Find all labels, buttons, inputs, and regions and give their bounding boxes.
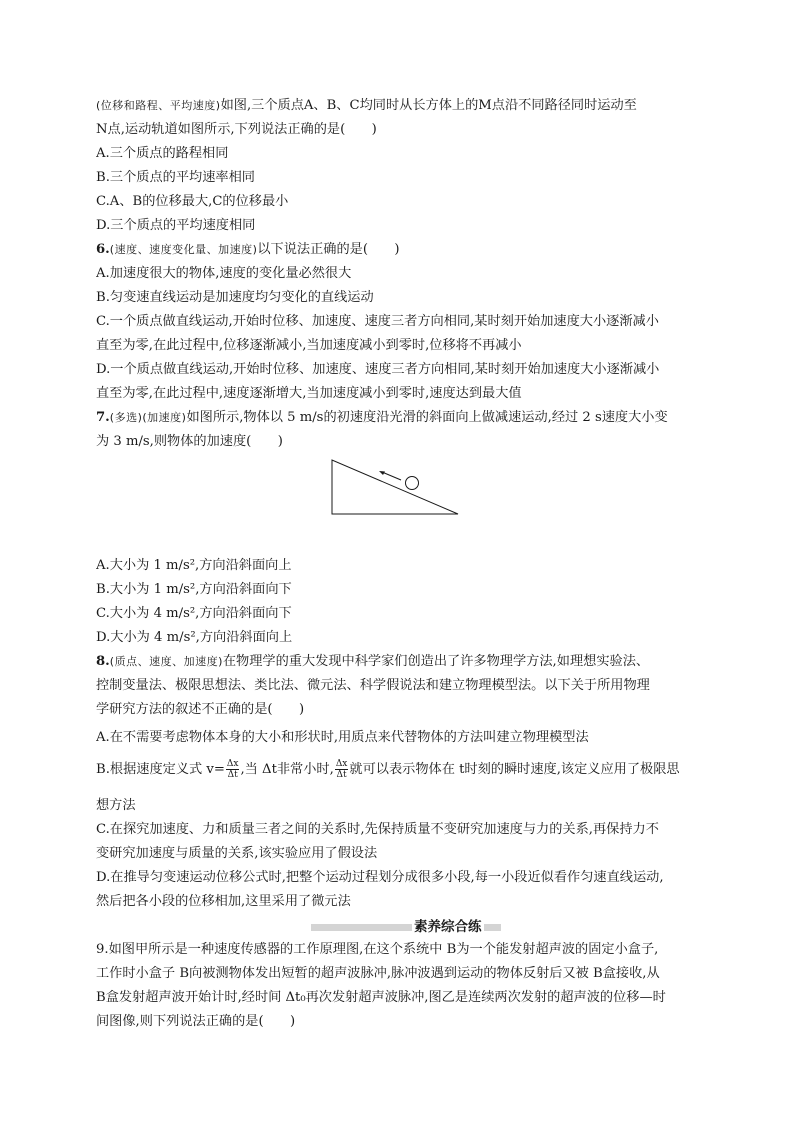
- q9-stem-2: 工作时小盒子 B向被测物体发出短暂的超声波脉冲,脉冲波遇到运动的物体反射后又被 B盒接收,从: [96, 966, 660, 981]
- q5-option-d: D.三个质点的平均速度相同: [96, 218, 256, 233]
- q6-option-c-1: C.一个质点做直线运动,开始时位移、加速度、速度三者方向相同,某时刻开始加速度大小逐渐减小: [96, 314, 659, 329]
- q6-option-c-2: 直至为零,在此过程中,位移逐渐减小,当加速度减小到零时,位移将不再减小: [96, 338, 522, 353]
- q7-stem-2: 为 3 m/s,则物体的加速度( ): [96, 434, 283, 449]
- q7-tag: (多选)(加速度): [109, 411, 187, 424]
- velocity-arrowhead: [379, 471, 385, 475]
- incline-diagram: [328, 458, 462, 518]
- fraction-denominator: Δt: [227, 770, 238, 780]
- q6-stem: 以下说法正确的是( ): [257, 242, 400, 257]
- q6-number: 6.: [96, 242, 110, 257]
- incline-figure: [96, 454, 702, 554]
- q7-number: 7.: [96, 410, 110, 425]
- q8-option-b-2: 想方法: [96, 798, 136, 813]
- document-body: [96, 94, 702, 1034]
- fraction-denominator: Δt: [336, 770, 347, 780]
- velocity-fraction-2: [335, 759, 349, 780]
- q7-line-1: [96, 406, 702, 430]
- q8-stem-2: 控制变量法、极限思想法、类比法、微元法、科学假说法和建立物理模型法。以下关于所用物理: [96, 678, 650, 693]
- section-heading: [96, 916, 702, 938]
- q5-line-1: [96, 94, 702, 118]
- q5-option-b: B.三个质点的平均速率相同: [96, 170, 255, 185]
- q9-stem-1: 9.如图甲所示是一种速度传感器的工作原理图,在这个系统中 B为一个能发射超声波的固定小盒子,: [96, 942, 659, 957]
- q5-stem-1: 如图,三个质点A、B、C均同时从长方体上的M点沿不同路径同时运动至: [220, 98, 637, 113]
- q8-option-c-2: 变研究加速度与质量的关系,该实验应用了假设法: [96, 846, 378, 861]
- section-heading-title: 素养综合练: [412, 916, 484, 938]
- q8-stem-3: 学研究方法的叙述不正确的是( ): [96, 702, 305, 717]
- q5-option-c: C.A、B的位移最大,C的位移最小: [96, 194, 289, 209]
- q8-option-b-1: [96, 750, 702, 790]
- q9-stem-3: B盒发射超声波开始计时,经时间 Δt₀再次发射超声波脉冲,图乙是连续两次发射的超声波的位移—时: [96, 990, 666, 1005]
- q9-stem-4: 间图像,则下列说法正确的是( ): [96, 1014, 296, 1029]
- q5-tag: (位移和路程、平均速度): [96, 99, 221, 112]
- q8-stem-1: 在物理学的重大发现中科学家们创造出了许多物理学方法,如理想实验法、: [222, 654, 650, 669]
- q8-line-1: [96, 650, 702, 674]
- q8-option-a: A.在不需要考虑物体本身的大小和形状时,用质点来代替物体的方法叫建立物理模型法: [96, 730, 589, 745]
- velocity-fraction-1: [226, 759, 240, 780]
- fraction-numerator: Δx: [226, 759, 239, 769]
- incline-triangle: [332, 460, 458, 514]
- q7-option-d: D.大小为 4 m/s²,方向沿斜面向上: [96, 630, 293, 645]
- q8-option-b-mid: ,当 Δt非常小时,: [240, 762, 334, 777]
- q7-option-b: B.大小为 1 m/s²,方向沿斜面向下: [96, 582, 292, 597]
- q8-option-b-post: 就可以表示物体在 t时刻的瞬时速度,该定义应用了极限思: [349, 762, 680, 777]
- fraction-numerator: Δx: [335, 759, 348, 769]
- velocity-arrow-line: [382, 472, 401, 480]
- q6-line-1: [96, 238, 702, 262]
- q6-tag: (速度、速度变化量、加速度): [109, 243, 258, 256]
- q6-option-d-2: 直至为零,在此过程中,速度逐渐增大,当加速度减小到零时,速度达到最大值: [96, 386, 522, 401]
- q7-option-c: C.大小为 4 m/s²,方向沿斜面向下: [96, 606, 292, 621]
- q8-option-b-pre: B.根据速度定义式 v=: [96, 762, 225, 777]
- q7-option-a: A.大小为 1 m/s²,方向沿斜面向上: [96, 558, 292, 573]
- q7-stem-1: 如图所示,物体以 5 m/s的初速度沿光滑的斜面向上做减速运动,经过 2 s速度大小变: [186, 410, 668, 425]
- q8-option-d-1: D.在推导匀变速运动位移公式时,把整个运动过程划分成很多小段,每一小段近似看作匀速直线运动,: [96, 870, 664, 885]
- q8-option-c-1: C.在探究加速度、力和质量三者之间的关系时,先保持质量不变研究加速度与力的关系,再保持力不: [96, 822, 659, 837]
- q6-option-d-1: D.一个质点做直线运动,开始时位移、加速度、速度三者方向相同,某时刻开始加速度大小逐渐减小: [96, 362, 660, 377]
- q8-tag: (质点、速度、加速度): [109, 655, 223, 668]
- q8-number: 8.: [96, 654, 110, 669]
- q5-stem-2: N点,运动轨道如图所示,下列说法正确的是( ): [96, 122, 377, 137]
- q5-option-a: A.三个质点的路程相同: [96, 146, 229, 161]
- q6-option-a: A.加速度很大的物体,速度的变化量必然很大: [96, 266, 352, 281]
- q6-option-b: B.匀变速直线运动是加速度均匀变化的直线运动: [96, 290, 374, 305]
- ball-circle: [406, 477, 419, 490]
- q8-option-d-2: 然后把各小段的位移相加,这里采用了微元法: [96, 894, 351, 909]
